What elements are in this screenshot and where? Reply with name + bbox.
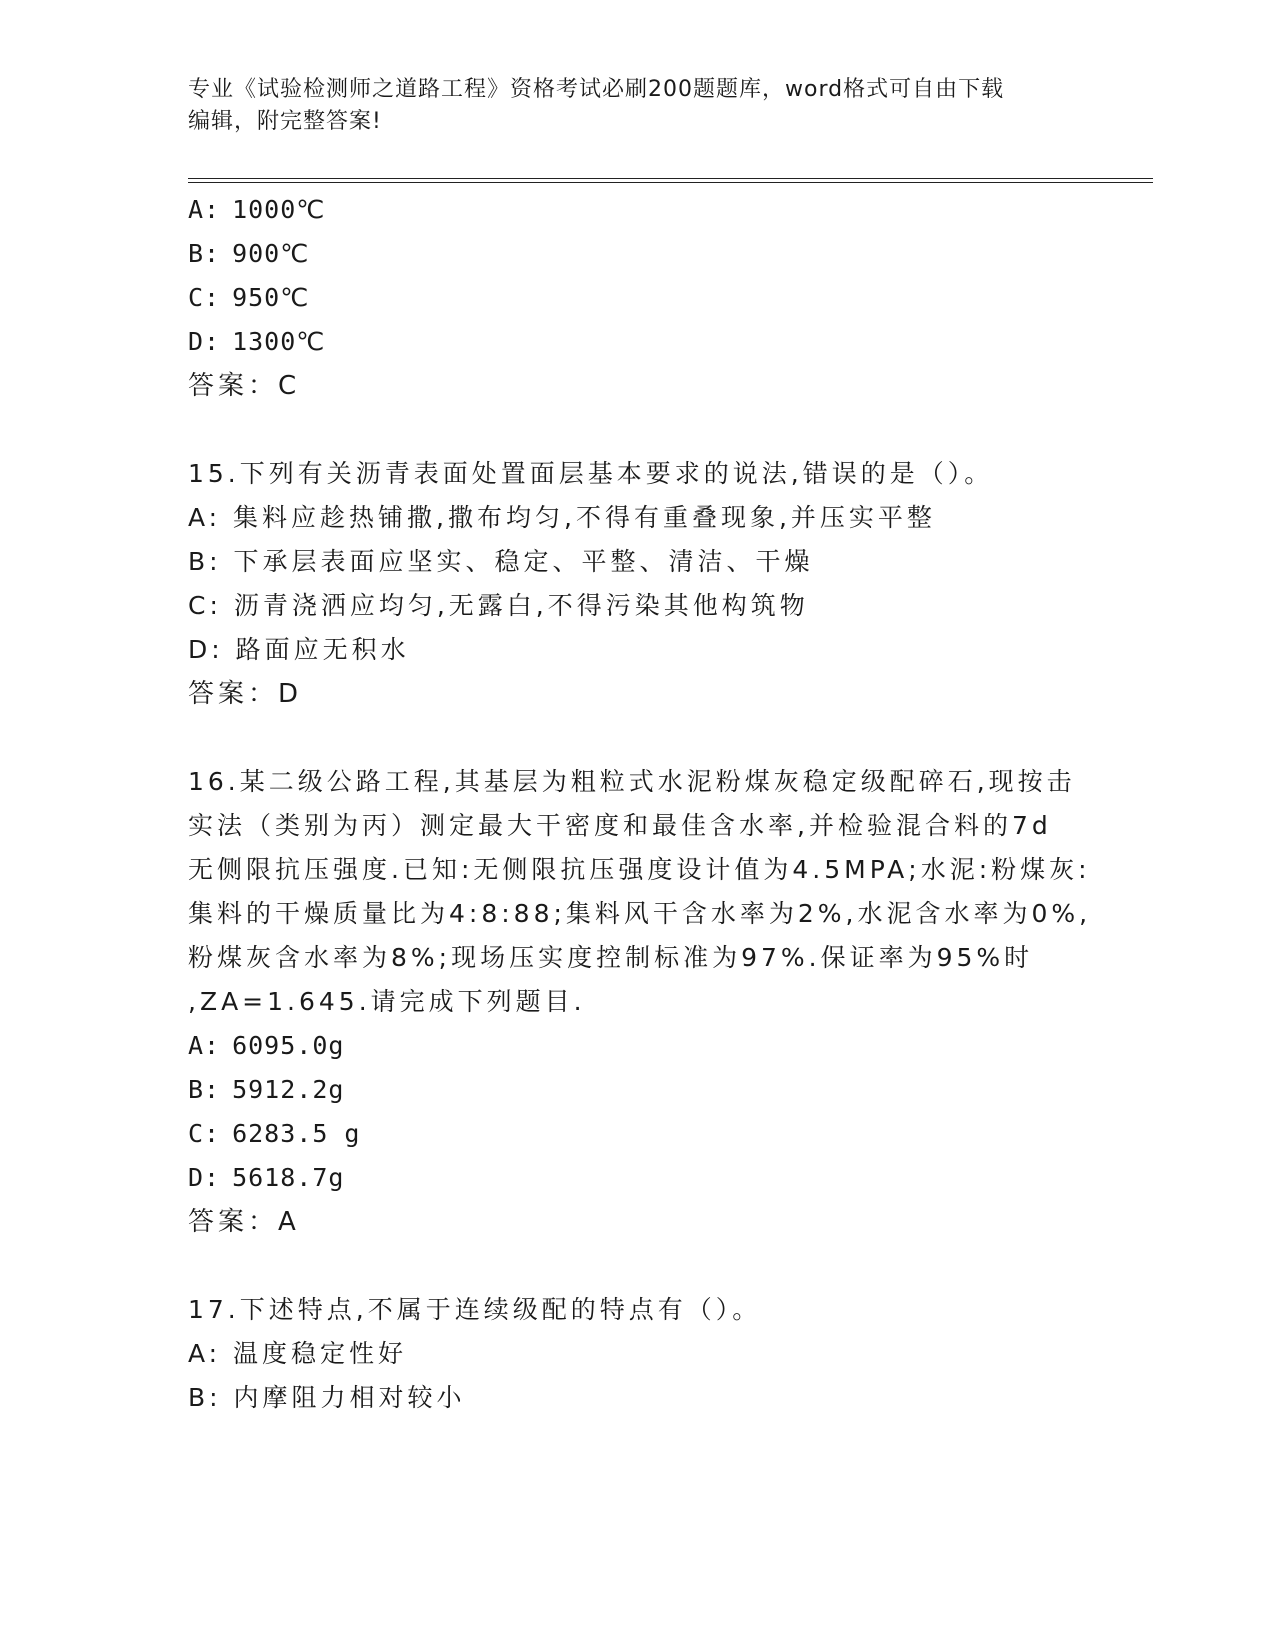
document-header — [188, 74, 1088, 138]
option-line — [188, 282, 309, 314]
header-divider-bottom — [188, 182, 1153, 183]
option-text: 温度稳定性好 — [233, 1339, 408, 1368]
option-line — [188, 546, 814, 578]
option-prefix: A: — [188, 1031, 221, 1060]
question-line: 粉煤灰含水率为8%;现场压实度控制标准为97%.保证率为95%时 — [188, 943, 1034, 972]
option-text: 5912.2g — [232, 1075, 345, 1104]
question-line: 16.某二级公路工程,其基层为粗粒式水泥粉煤灰稳定级配碎石,现按击 — [188, 767, 1076, 796]
option-text: 1300℃ — [232, 327, 326, 356]
option-text: 内摩阻力相对较小 — [233, 1383, 466, 1412]
option-prefix: C: — [188, 1119, 221, 1148]
option-text: 沥青浇洒应均匀,无露白,不得污染其他构筑物 — [233, 591, 809, 620]
answer-line: 答案：D — [188, 679, 303, 709]
option-line — [188, 1382, 466, 1414]
option-line — [188, 194, 325, 226]
option-prefix: D: — [188, 1163, 221, 1192]
option-prefix: B: — [188, 239, 221, 268]
option-prefix: B: — [188, 1383, 222, 1412]
question-line: 无侧限抗压强度.已知:无侧限抗压强度设计值为4.5MPA;水泥:粉煤灰: — [188, 855, 1091, 884]
option-prefix: C: — [188, 283, 221, 312]
option-line — [188, 1030, 344, 1062]
option-text: 集料应趁热铺撒,撒布均匀,不得有重叠现象,并压实平整 — [233, 503, 936, 532]
option-text: 下承层表面应坚实、稳定、平整、清洁、干燥 — [233, 547, 814, 576]
question-line: 实法（类别为丙）测定最大干密度和最佳含水率,并检验混合料的7d — [188, 811, 1052, 840]
header-line-2: 编辑，附完整答案! — [188, 109, 382, 134]
option-text: 5618.7g — [232, 1163, 345, 1192]
option-text: 900℃ — [232, 239, 310, 268]
option-prefix: D: — [188, 635, 224, 664]
option-text: 950℃ — [232, 283, 310, 312]
answer-line: 答案：C — [188, 371, 301, 401]
option-prefix: B: — [188, 547, 222, 576]
option-line — [188, 1118, 360, 1150]
option-text: 1000℃ — [232, 195, 326, 224]
option-prefix: A: — [188, 1339, 222, 1368]
answer-line: 答案：A — [188, 1207, 300, 1237]
question-line: 集料的干燥质量比为4:8:88;集料风干含水率为2%,水泥含水率为0%, — [188, 899, 1092, 928]
option-prefix: B: — [188, 1075, 221, 1104]
option-text: 6095.0g — [232, 1031, 345, 1060]
question-line: ,ZA=1.645.请完成下列题目. — [188, 987, 586, 1016]
option-line — [188, 1162, 344, 1194]
option-prefix: C: — [188, 591, 222, 620]
option-prefix: A: — [188, 503, 222, 532]
option-line — [188, 326, 325, 358]
option-line — [188, 590, 809, 622]
option-prefix: D: — [188, 327, 221, 356]
header-divider-top — [188, 178, 1153, 179]
option-line — [188, 502, 936, 534]
option-text: 6283.5 g — [232, 1119, 361, 1148]
option-line — [188, 634, 410, 666]
question-line: 15.下列有关沥青表面处置面层基本要求的说法,错误的是（）。 — [188, 459, 994, 488]
option-line — [188, 238, 309, 270]
option-line — [188, 1338, 407, 1370]
option-prefix: A: — [188, 195, 221, 224]
question-line: 17.下述特点,不属于连续级配的特点有（）。 — [188, 1295, 762, 1324]
header-line-1: 专业《试验检测师之道路工程》资格考试必刷200题题库，word格式可自由下载 — [188, 77, 1005, 102]
option-text: 路面应无积水 — [235, 635, 410, 664]
option-line — [188, 1074, 344, 1106]
